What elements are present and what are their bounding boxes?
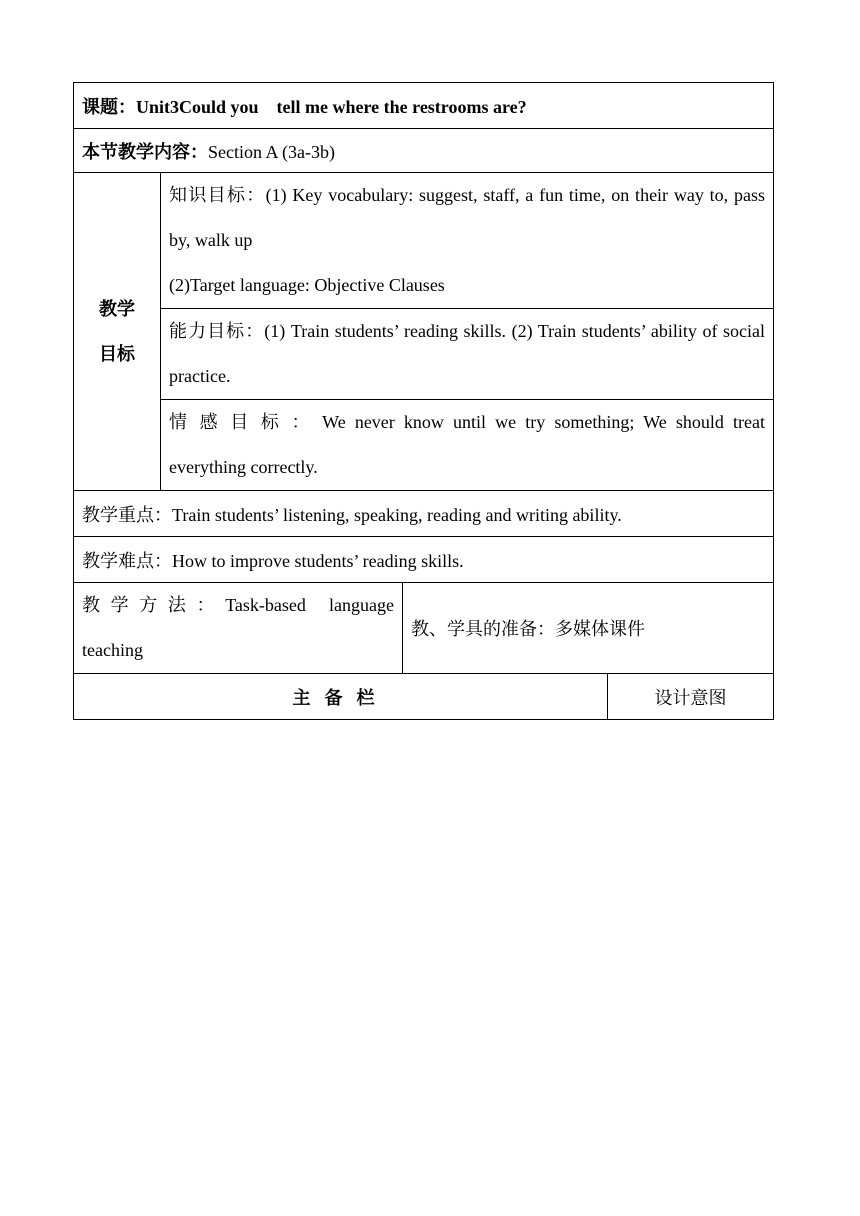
- preparation-label: 教、学具的准备：: [411, 619, 555, 639]
- preparation-text: 多媒体课件: [555, 619, 645, 639]
- knowledge-row: [74, 173, 774, 309]
- lesson-plan-table: [73, 82, 774, 720]
- method-text: Task-based language teaching: [82, 595, 395, 660]
- objectives-label-cell: [74, 173, 161, 491]
- emotion-goal-cell: [161, 400, 774, 491]
- emotion-text: We never know until we try something; We should treat everything correctly.: [169, 412, 766, 477]
- main-column-header: 主备栏: [74, 674, 608, 720]
- design-column-header: 设计意图: [608, 674, 774, 720]
- ability-goal-cell: [161, 309, 774, 400]
- method-label: 教学方法：: [82, 595, 226, 615]
- title-row: [74, 83, 774, 129]
- title-value: Unit3Could you tell me where the restrooms are?: [136, 96, 527, 117]
- content-row: [74, 129, 774, 173]
- difficult-points-row: [74, 537, 774, 583]
- ability-row: [74, 309, 774, 400]
- emotion-row: [74, 400, 774, 491]
- knowledge-text-2: (2)Target language: Objective Clauses: [169, 275, 445, 295]
- method-cell: [74, 583, 403, 674]
- content-value: Section A (3a-3b): [208, 141, 335, 162]
- knowledge-text: (1) Key vocabulary: suggest, staff, a fun time, on their way to, pass by, walk up: [169, 185, 765, 250]
- ability-label: 能力目标：: [169, 321, 265, 341]
- difficult-points-text: How to improve students’ reading skills.: [172, 550, 464, 571]
- key-points-label: 教学重点：: [82, 504, 172, 525]
- difficult-points-cell: [74, 537, 774, 583]
- title-label: 课题：: [82, 96, 136, 117]
- title-cell: [74, 83, 774, 129]
- emotion-label: 情感目标：: [169, 412, 323, 432]
- ability-text: (1) Train students’ reading skills. (2) Train students’ ability of social practice.: [169, 321, 766, 386]
- method-row: [74, 583, 774, 674]
- knowledge-goal-cell: [161, 173, 774, 309]
- key-points-cell: [74, 491, 774, 537]
- knowledge-label: 知识目标：: [169, 185, 266, 205]
- objectives-label-line2: 目标: [99, 343, 135, 364]
- preparation-cell: [403, 583, 774, 674]
- columns-row: [74, 674, 774, 720]
- content-cell: [74, 129, 774, 173]
- difficult-points-label: 教学难点：: [82, 550, 172, 571]
- content-label: 本节教学内容：: [82, 141, 208, 162]
- objectives-label-line1: 教学: [99, 298, 135, 319]
- key-points-text: Train students’ listening, speaking, reading and writing ability.: [172, 504, 622, 525]
- key-points-row: [74, 491, 774, 537]
